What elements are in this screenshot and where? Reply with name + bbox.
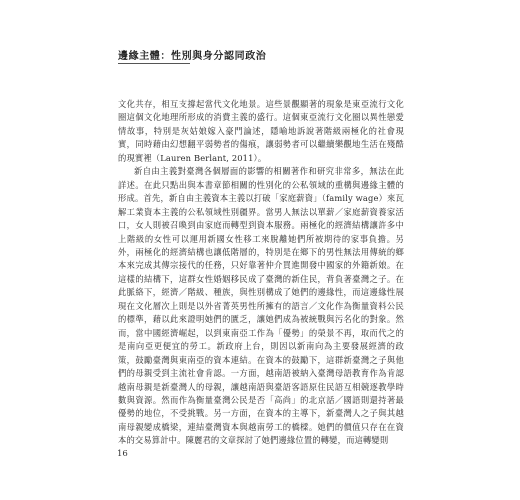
body-text — [118, 98, 404, 448]
paragraph: 文化共存，相互支撐起當代文化地景。這些景觀顯著的現象是東亞流行文化圈這個文化地理所形成的消費主義的盛行。這個東亞流行文化圈以異性戀愛情故事，特別是灰姑娘嫁入豪門論述，隱喻地訴說著階級兩極化的社會現實，同時藉由幻想翻平弱勢者的傷痕，讓弱勢者可以繼續樂觀地生活在殘酷的現實裡（Lauren Berlant, 2011）。 — [118, 99, 404, 163]
running-head: 邊緣主體：性別與身分認同政治 — [118, 51, 267, 62]
header-rule — [118, 63, 190, 64]
page-number: 16 — [117, 449, 128, 459]
paragraph: 新自由主義對臺灣各個層面的影響的相關著作和研究非常多，無法在此詳述。在此只點出與本書章節相關的性別化的公私領域的重構與邊緣主體的形成。首先，新自由主義資本主義以打破「家庭薪資」（family wage）來瓦解工業資本主義的公私領域性別疆界。當男人無法以單薪／家庭薪資養家活口，女人則被召喚到由家庭而轉型到資本服務。兩極化的經濟結構讓許多中上階級的女性可以運用新國女性移工來脫離她們所被期待的家事負擔。另外，兩極化的經濟結構也讓低階層的，特別是在鄉下的男性無法用傳統的鄉本來完成其傳宗接代的任務，只好靠著仲介買進開發中國家的外籍新娘。在這樣的結構下，這群女性婚姻移民成了臺灣的新住民，背負著臺灣之子。在此脈絡下，經濟／階級、種族，與性別構成了她們的邊緣性，而這邊緣性展現在文化層次上則是以外省菁英男性所擁有的語言／文化作為衡量資料公民的標準，藉以此來證明她們的匱乏，讓她們成為被統戰與污名化的對象。然而，當中國經濟崛起，以到東南亞工作為「優勢」的榮景不再，取而代之的是南向亞更便宜的勞工。新政府上台，則因以新南向為主要發展經濟的政策，鼓勵臺灣與東南亞的資本連結。在資本的鼓勵下，這群新臺灣之子與他們的母親受到主流社會肯認。一方面，越南語被納入臺灣母語教育作為肯認越南母親是新臺灣人的母親，讓越南語與臺語客語原住民語互相競逐教學時數與資源。然而作為衡量臺灣公民是否「高尚」的北京話／國語則還持著最優勢的地位，不受挑戰。另一方面，在資本的主導下，新臺灣人之子與其越南母親變成橋梁，連結臺灣資本與越南勞工的橋樑。她們的價值只存在在資本的交易算計中。陳麗君的文章探討了她們邊緣位置的轉變，而這轉變則 — [118, 166, 404, 446]
